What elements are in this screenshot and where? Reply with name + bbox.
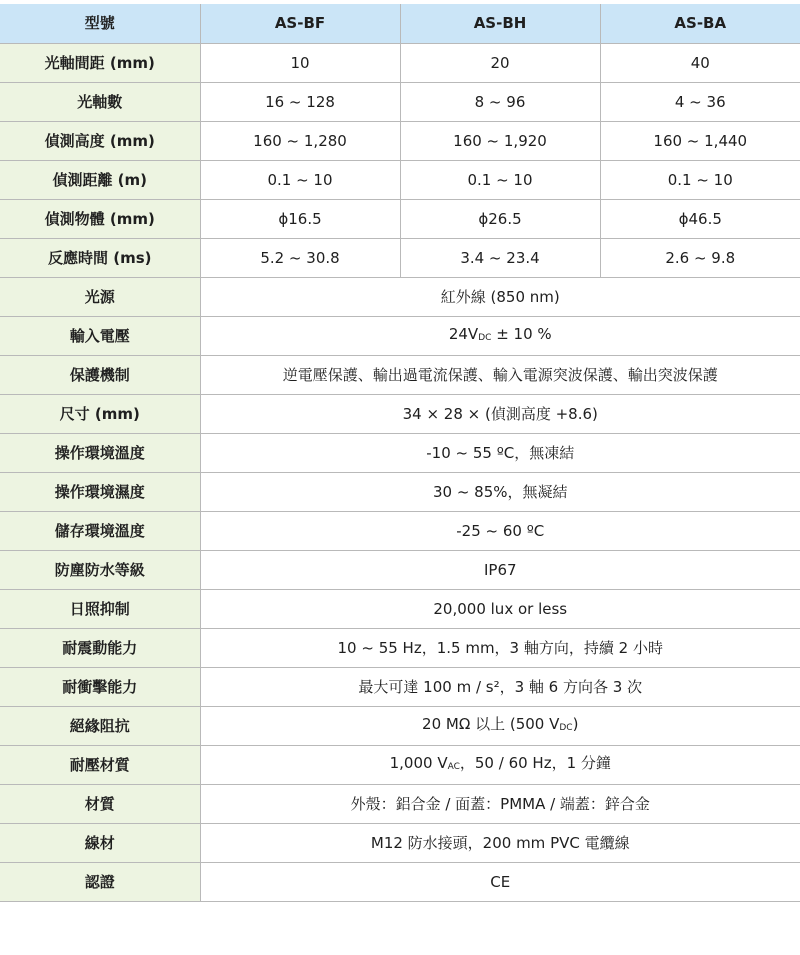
- row-label: 絕緣阻抗: [0, 706, 200, 745]
- cell-shared: 紅外線 (850 nm): [200, 277, 800, 316]
- cell-shared: -25 ~ 60 ºC: [200, 511, 800, 550]
- cell-as-ba: 0.1 ~ 10: [600, 160, 800, 199]
- row-label: 偵測物體 (mm): [0, 199, 200, 238]
- row-label: 光源: [0, 277, 200, 316]
- row-op-humidity: [0, 472, 800, 511]
- cell-as-bf: 0.1 ~ 10: [200, 160, 400, 199]
- value-subscript: AC: [447, 761, 460, 772]
- value-subscript: DC: [559, 722, 573, 733]
- row-insulation: [0, 706, 800, 745]
- cell-as-bh: 20: [400, 43, 600, 82]
- row-protection: [0, 355, 800, 394]
- cell-as-ba: 40: [600, 43, 800, 82]
- cell-shared: [200, 745, 800, 784]
- cell-shared: 30 ~ 85%，無凝結: [200, 472, 800, 511]
- cell-as-bf: 16 ~ 128: [200, 82, 400, 121]
- cell-shared: -10 ~ 55 ºC，無凍結: [200, 433, 800, 472]
- cell-as-ba: 160 ~ 1,440: [600, 121, 800, 160]
- row-dielectric: [0, 745, 800, 784]
- cell-as-bf: 10: [200, 43, 400, 82]
- model-header-as-bh: AS-BH: [400, 4, 600, 43]
- value-tail: ，50 / 60 Hz，1 分鐘: [459, 753, 611, 772]
- row-dimensions: [0, 394, 800, 433]
- row-label: 偵測距離 (m): [0, 160, 200, 199]
- row-label: 操作環境溫度: [0, 433, 200, 472]
- row-shock: [0, 667, 800, 706]
- row-ingress: [0, 550, 800, 589]
- row-label: 光軸數: [0, 82, 200, 121]
- cell-as-bh: 160 ~ 1,920: [400, 121, 600, 160]
- cell-as-ba: 2.6 ~ 9.8: [600, 238, 800, 277]
- cell-shared: [200, 706, 800, 745]
- row-vibration: [0, 628, 800, 667]
- row-input-voltage: [0, 316, 800, 355]
- row-label: 保護機制: [0, 355, 200, 394]
- row-op-temperature: [0, 433, 800, 472]
- row-label: 反應時間 (ms): [0, 238, 200, 277]
- row-label: 耐衝擊能力: [0, 667, 200, 706]
- cell-shared: 最大可達 100 m / s²，3 軸 6 方向各 3 次: [200, 667, 800, 706]
- value-main: 20 MΩ 以上 (500 V: [422, 714, 560, 733]
- value-main: 1,000 V: [389, 753, 448, 772]
- row-label: 尺寸 (mm): [0, 394, 200, 433]
- spec-table: [0, 4, 800, 902]
- value-tail: ): [572, 714, 579, 733]
- row-storage-temperature: [0, 511, 800, 550]
- header-row: [0, 4, 800, 43]
- row-beam-count: [0, 82, 800, 121]
- cell-as-bh: 0.1 ~ 10: [400, 160, 600, 199]
- cell-shared: 20,000 lux or less: [200, 589, 800, 628]
- row-label: 線材: [0, 823, 200, 862]
- row-material: [0, 784, 800, 823]
- row-cable: [0, 823, 800, 862]
- row-detection-object: [0, 199, 800, 238]
- cell-as-ba: 4 ~ 36: [600, 82, 800, 121]
- cell-shared: M12 防水接頭，200 mm PVC 電纜線: [200, 823, 800, 862]
- row-label: 偵測高度 (mm): [0, 121, 200, 160]
- row-label: 儲存環境溫度: [0, 511, 200, 550]
- cell-as-ba: ϕ46.5: [600, 199, 800, 238]
- row-label: 材質: [0, 784, 200, 823]
- model-header-as-ba: AS-BA: [600, 4, 800, 43]
- row-label: 耐震動能力: [0, 628, 200, 667]
- row-detection-height: [0, 121, 800, 160]
- row-label: 操作環境濕度: [0, 472, 200, 511]
- row-ambient-light: [0, 589, 800, 628]
- cell-shared: IP67: [200, 550, 800, 589]
- cell-shared: 外殼：鋁合金 / 面蓋：PMMA / 端蓋：鋅合金: [200, 784, 800, 823]
- value-subscript: DC: [478, 332, 492, 343]
- row-label: 防塵防水等級: [0, 550, 200, 589]
- cell-as-bf: ϕ16.5: [200, 199, 400, 238]
- value-main: 24V: [448, 324, 479, 343]
- row-light-source: [0, 277, 800, 316]
- cell-shared: [200, 316, 800, 355]
- row-label: 日照抑制: [0, 589, 200, 628]
- cell-shared: 10 ~ 55 Hz，1.5 mm，3 軸方向，持續 2 小時: [200, 628, 800, 667]
- row-label: 光軸間距 (mm): [0, 43, 200, 82]
- row-label: 輸入電壓: [0, 316, 200, 355]
- cell-shared: 逆電壓保護、輸出過電流保護、輸入電源突波保護、輸出突波保護: [200, 355, 800, 394]
- model-label-header: 型號: [0, 4, 200, 43]
- cell-as-bh: 8 ~ 96: [400, 82, 600, 121]
- cell-as-bf: 160 ~ 1,280: [200, 121, 400, 160]
- row-certification: [0, 862, 800, 901]
- row-response-time: [0, 238, 800, 277]
- row-detection-distance: [0, 160, 800, 199]
- cell-as-bf: 5.2 ~ 30.8: [200, 238, 400, 277]
- value-tail: ± 10 %: [491, 324, 552, 343]
- row-beam-pitch: [0, 43, 800, 82]
- cell-as-bh: ϕ26.5: [400, 199, 600, 238]
- cell-shared: CE: [200, 862, 800, 901]
- cell-as-bh: 3.4 ~ 23.4: [400, 238, 600, 277]
- cell-shared: 34 × 28 × (偵測高度 +8.6): [200, 394, 800, 433]
- row-label: 耐壓材質: [0, 745, 200, 784]
- row-label: 認證: [0, 862, 200, 901]
- model-header-as-bf: AS-BF: [200, 4, 400, 43]
